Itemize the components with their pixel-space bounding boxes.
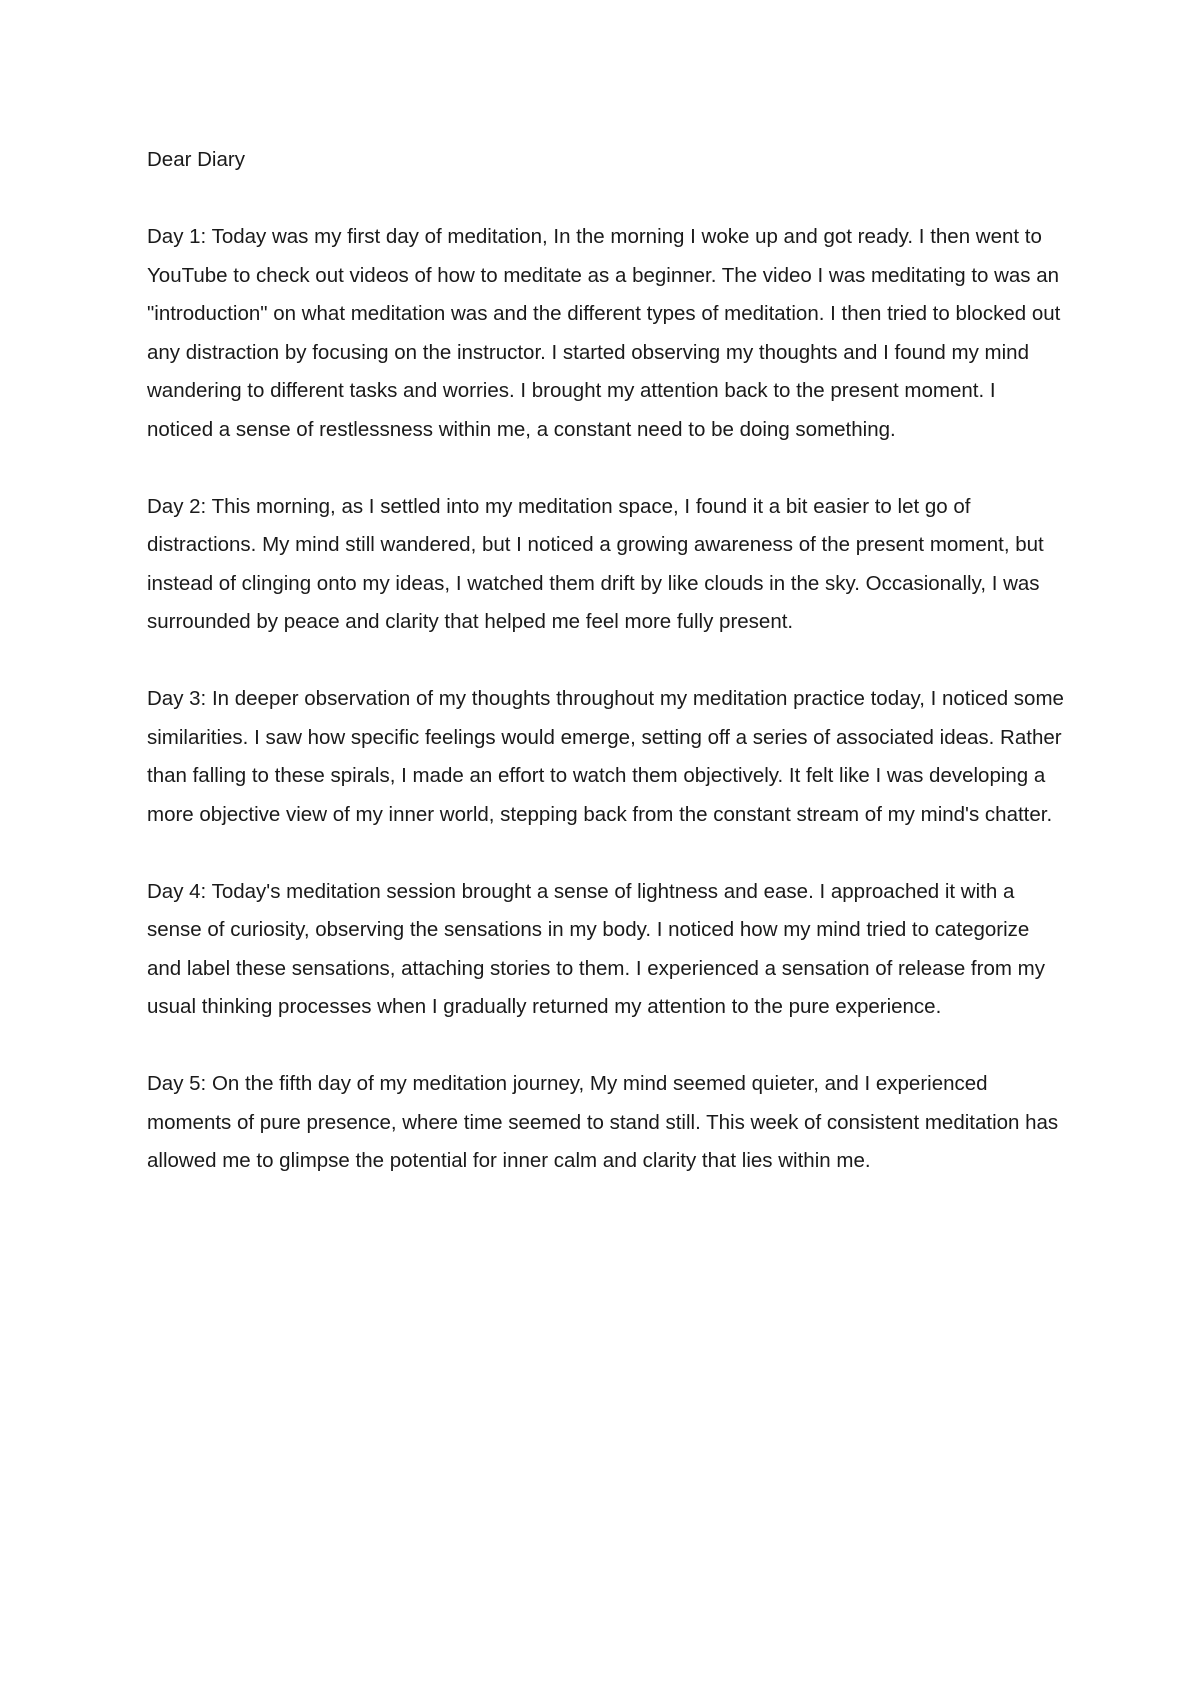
diary-entry-day-1: Day 1: Today was my first day of meditation, In the morning I woke up and got ready. I then went to YouTube to check out videos of how to meditate as a beginner. The video I was meditating to was an "introduction" on what meditation was and the different types of meditation. I then tried to blocked out any distraction by focusing on the instructor. I started observing my thoughts and I found my mind wandering to different tasks and worries. I brought my attention back to the present moment. I noticed a sense of restlessness within me, a constant need to be doing something. <box>147 225 1061 441</box>
diary-greeting: Dear Diary <box>147 148 245 171</box>
diary-entry-day-5: Day 5: On the fifth day of my meditation journey, My mind seemed quieter, and I experienced moments of pure presence, where time seemed to stand still. This week of consistent meditation has allowed me to glimpse the potential for inner calm and clarity that lies within me. <box>147 1072 1059 1172</box>
diary-entry-day-2: Day 2: This morning, as I settled into my meditation space, I found it a bit easier to let go of distractions. My mind still wandered, but I noticed a growing awareness of the present moment, but instead of clinging onto my ideas, I watched them drift by like clouds in the sky. Occasionally, I was surrounded by peace and clarity that helped me feel more fully present. <box>147 494 1044 633</box>
diary-entry-day-3: Day 3: In deeper observation of my thoughts throughout my meditation practice today, I noticed some similarities. I saw how specific feelings would emerge, setting off a series of associated ideas. Rather than falling to these spirals, I made an effort to watch them objectively. It felt like I was developing a more objective view of my inner world, stepping back from the constant stream of my mind's chatter. <box>147 687 1064 826</box>
document-body <box>147 141 1067 1219</box>
diary-entry-day-4: Day 4: Today's meditation session brought a sense of lightness and ease. I approached it with a sense of curiosity, observing the sensations in my body. I noticed how my mind tried to categorize and label these sensations, attaching stories to them. I experienced a sensation of release from my usual thinking processes when I gradually returned my attention to the pure experience. <box>147 879 1045 1018</box>
